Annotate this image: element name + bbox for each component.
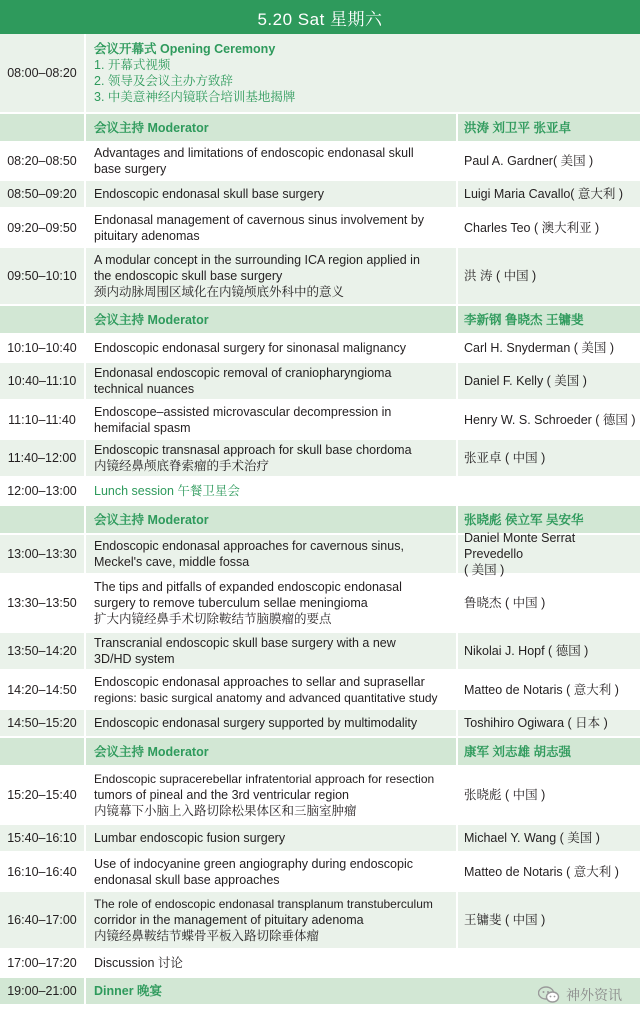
topic-line: 颈内动脉周围区域化在内镜颅底外科中的意义 (94, 285, 345, 299)
topic-line: pituitary adenomas (94, 228, 200, 243)
topic-line: Endoscopic endonasal approaches to sellar and suprasellar (94, 674, 425, 689)
schedule-row (0, 825, 640, 853)
speaker-country: ( 美国 ) (464, 563, 505, 577)
speaker-cell: 张晓彪 ( 中国 ) (464, 788, 546, 802)
ceremony-item: 1. 开幕式视频 (94, 58, 171, 72)
topic-cell (86, 440, 458, 476)
time-cell: 11:40–12:00 (0, 440, 86, 476)
moderator-label: 会议主持 Moderator (86, 506, 458, 533)
moderator-names: 洪涛 刘卫平 张亚卓 (464, 120, 571, 135)
topic-line: regions: basic surgical anatomy and advanced quantitative study (94, 690, 438, 705)
topic-line: Endoscope–assisted microvascular decompression in (94, 404, 392, 419)
topic-cell (86, 34, 640, 112)
speaker-cell: Nikolai J. Hopf ( 德国 ) (464, 644, 589, 658)
moderator-row (0, 306, 640, 335)
topic-line: Transcranial endoscopic skull base surgery with a new (94, 636, 396, 650)
topic-line: Endonasal endoscopic removal of craniopharyngioma (94, 366, 392, 380)
speaker-cell: Luigi Maria Cavallo( 意大利 ) (464, 187, 624, 201)
moderator-row (0, 738, 640, 767)
topic-line: A modular concept in the surrounding ICA region applied in (94, 253, 420, 267)
topic-cell (86, 950, 640, 976)
moderator-names: 康军 刘志雄 胡志强 (464, 744, 571, 759)
time-cell: 13:50–14:20 (0, 633, 86, 669)
lunch-session: Lunch session 午餐卫星会 (94, 484, 240, 498)
moderator-names: 李新钢 鲁晓杰 王镛斐 (464, 312, 584, 327)
ceremony-title: 会议开幕式 Opening Ceremony (94, 42, 276, 56)
topic-cell (86, 248, 458, 304)
speaker-cell: Michael Y. Wang ( 美国 ) (464, 831, 600, 845)
topic-line: hemifacial spasm (94, 420, 191, 435)
topic-cell (86, 363, 458, 399)
topic-line: surgery to remove tuberculum sellae meningioma (94, 596, 368, 610)
time-cell: 10:40–11:10 (0, 363, 86, 399)
schedule-row (0, 335, 640, 363)
topic-line: endonasal skull base approaches (94, 872, 280, 887)
time-cell: 17:00–17:20 (0, 950, 86, 976)
time-cell: 08:00–08:20 (0, 34, 86, 112)
topic-line: Lumbar endoscopic fusion surgery (94, 831, 286, 845)
topic-cell (86, 335, 458, 361)
speaker-cell (458, 531, 640, 577)
dinner-label: Dinner 晚宴 (94, 984, 163, 998)
speaker-cell: Matteo de Notaris ( 意大利 ) (464, 682, 619, 697)
schedule-row (0, 575, 640, 633)
topic-line: tumors of pineal and the 3rd ventricular region (94, 788, 350, 802)
topic-line: the endoscopic skull base surgery (94, 269, 283, 283)
topic-line: Endoscopic endonasal surgery supported by multimodality (94, 716, 418, 730)
speaker-cell: Henry W. S. Schroeder ( 德国 ) (464, 412, 636, 427)
topic-cell (86, 825, 458, 851)
day-header: 5.20 Sat 星期六 (0, 0, 640, 34)
time-cell: 14:20–14:50 (0, 671, 86, 708)
topic-cell (86, 143, 458, 179)
time-cell: 09:50–10:10 (0, 248, 86, 304)
topic-line: Use of indocyanine green angiography during endoscopic (94, 856, 413, 871)
topic-line: 3D/HD system (94, 652, 175, 666)
time-cell: 08:20–08:50 (0, 143, 86, 179)
time-cell: 19:00–21:00 (0, 978, 86, 1004)
schedule-row (0, 892, 640, 950)
topic-line: Advantages and limitations of endoscopic endonasal skull (94, 146, 414, 160)
topic-line: The tips and pitfalls of expanded endoscopic endonasal (94, 580, 402, 594)
topic-cell (86, 633, 458, 669)
time-cell: 08:50–09:20 (0, 181, 86, 207)
time-cell: 11:10–11:40 (0, 401, 86, 438)
schedule-row (0, 671, 640, 710)
schedule-row (0, 710, 640, 738)
discussion-row (0, 950, 640, 978)
time-cell: 15:40–16:10 (0, 825, 86, 851)
moderator-label: 会议主持 Moderator (86, 738, 458, 765)
watermark-text: 神外资讯 (566, 987, 622, 1003)
topic-line: 内镜经鼻颅底脊索瘤的手术治疗 (94, 459, 270, 473)
topic-line: 内镜幕下小脑上入路切除松果体区和三脑室肿瘤 (94, 804, 357, 818)
time-cell (0, 306, 86, 333)
speaker-cell: Paul A. Gardner( 美国 ) (464, 154, 594, 168)
time-cell (0, 738, 86, 765)
topic-cell (86, 892, 458, 948)
schedule-row (0, 248, 640, 306)
time-cell: 15:20–15:40 (0, 767, 86, 823)
time-cell: 16:40–17:00 (0, 892, 86, 948)
moderator-label: 会议主持 Moderator (86, 114, 458, 141)
topic-cell (86, 181, 458, 207)
speaker-cell: 洪 涛 ( 中国 ) (464, 269, 537, 283)
schedule-row-opening (0, 34, 640, 114)
time-cell: 13:30–13:50 (0, 575, 86, 631)
topic-cell (86, 671, 458, 708)
topic-line: Endoscopic endonasal surgery for sinonasal malignancy (94, 341, 406, 355)
speaker-name: Daniel Monte Serrat Prevedello (464, 531, 576, 561)
speaker-cell: Toshihiro Ogiwara ( 日本 ) (464, 716, 608, 730)
topic-line: corridor in the management of pituitary adenoma (94, 913, 364, 927)
ceremony-item: 2. 领导及会议主办方致辞 (94, 74, 233, 88)
topic-line: base surgery (94, 162, 167, 176)
speaker-cell: 鲁晓杰 ( 中国 ) (464, 596, 546, 610)
schedule-row (0, 181, 640, 209)
schedule-row (0, 143, 640, 181)
topic-line: 扩大内镜经鼻手术切除鞍结节脑膜瘤的要点 (94, 612, 332, 626)
speaker-cell: Charles Teo ( 澳大利亚 ) (464, 220, 600, 235)
time-cell: 10:10–10:40 (0, 335, 86, 361)
topic-line: Endoscopic transnasal approach for skull base chordoma (94, 443, 412, 457)
time-cell (0, 506, 86, 533)
time-cell (0, 114, 86, 141)
topic-line: The role of endoscopic endonasal transplanum transtuberculum (94, 897, 433, 911)
time-cell: 13:00–13:30 (0, 535, 86, 573)
topic-line: Endonasal management of cavernous sinus involvement by (94, 212, 425, 227)
lunch-row (0, 478, 640, 506)
topic-line: Meckel's cave, middle fossa (94, 555, 250, 569)
time-cell: 09:20–09:50 (0, 209, 86, 246)
topic-cell (86, 209, 458, 246)
schedule-row (0, 401, 640, 440)
topic-line: Endoscopic endonasal skull base surgery (94, 187, 324, 201)
schedule-row (0, 531, 640, 577)
moderator-row (0, 114, 640, 143)
schedule-row (0, 853, 640, 892)
topic-cell (86, 710, 458, 736)
moderator-names: 张晓彪 侯立军 吴安华 (464, 512, 584, 527)
topic-line: 内镜经鼻鞍结节蝶骨平板入路切除垂体瘤 (94, 929, 320, 943)
topic-cell (86, 535, 458, 573)
topic-line: Discussion 讨论 (94, 956, 183, 970)
watermark (538, 985, 622, 1005)
topic-cell (86, 767, 458, 823)
speaker-cell: Matteo de Notaris ( 意大利 ) (464, 864, 619, 879)
topic-cell (86, 401, 458, 438)
schedule-row (0, 209, 640, 248)
time-cell: 12:00–13:00 (0, 478, 86, 504)
topic-cell (86, 853, 458, 890)
time-cell: 16:10–16:40 (0, 853, 86, 890)
speaker-cell: Carl H. Snyderman ( 美国 ) (464, 341, 615, 355)
speaker-cell: Daniel F. Kelly ( 美国 ) (464, 374, 587, 388)
speaker-cell: 张亚卓 ( 中国 ) (464, 451, 546, 465)
moderator-label: 会议主持 Moderator (86, 306, 458, 333)
ceremony-item: 3. 中美意神经内镜联合培训基地揭牌 (94, 90, 296, 104)
speaker-cell: 王镛斐 ( 中国 ) (464, 913, 546, 927)
topic-line: Endoscopic supracerebellar infratentorial approach for resection (94, 772, 435, 786)
schedule-row (0, 767, 640, 825)
topic-line: technical nuances (94, 382, 195, 396)
schedule-row (0, 440, 640, 478)
schedule-row (0, 363, 640, 401)
topic-cell (86, 575, 458, 631)
wechat-icon (538, 986, 560, 1004)
time-cell: 14:50–15:20 (0, 710, 86, 736)
topic-line: Endoscopic endonasal approaches for cavernous sinus, (94, 539, 404, 553)
schedule-row (0, 633, 640, 671)
